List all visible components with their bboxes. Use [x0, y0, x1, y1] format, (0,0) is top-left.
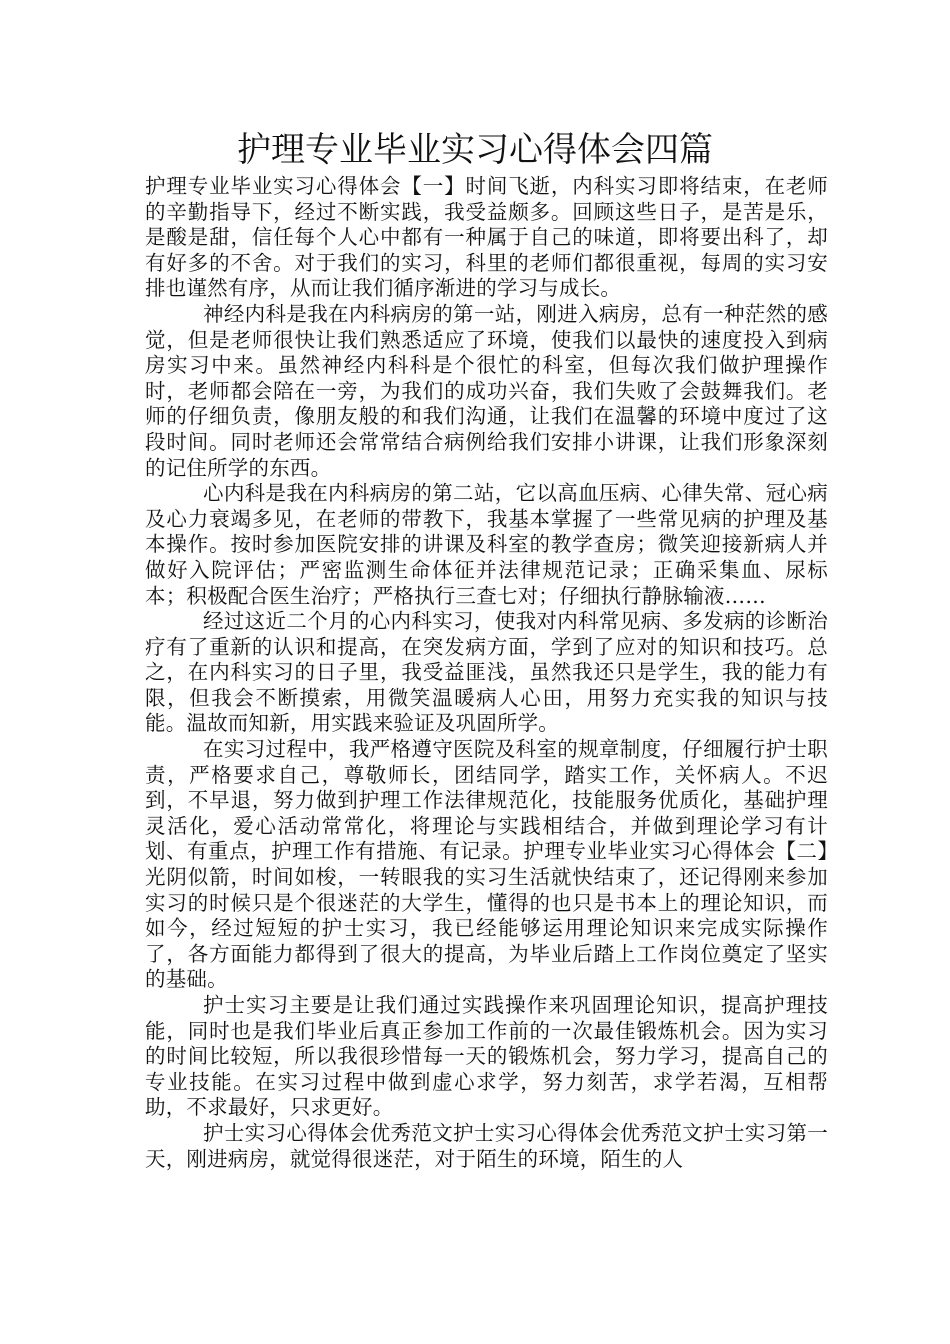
- paragraph-1: 护理专业毕业实习心得体会【一】时间飞逝，内科实习即将结束，在老师的辛勤指导下，经过不断实践，我受益颇多。回顾这些日子，是苦是乐，是酸是甜，信任每个人心中都有一种属于自己的味道，即将要出科了，却有好多的不舍。对于我们的实习，科里的老师们都很重视，每周的实习安排也谨然有序，从而让我们循序渐进的学习与成长。: [145, 174, 828, 301]
- document-body: [145, 174, 828, 1172]
- paragraph-4: 经过这近二个月的心内科实习，使我对内科常见病、多发病的诊断治疗有了重新的认识和提高，在突发病方面，学到了应对的知识和技巧。总之，在内科实习的日子里，我受益匪浅，虽然我还只是学生，我的能力有限，但我会不断摸索，用微笑温暖病人心田，用努力充实我的知识与技能。温故而知新，用实践来验证及巩固所学。: [145, 609, 828, 736]
- document-title: 护理专业毕业实习心得体会四篇: [237, 130, 713, 170]
- paragraph-3: 心内科是我在内科病房的第二站，它以高血压病、心律失常、冠心病及心力衰竭多见，在老师的带教下，我基本掌握了一些常见病的护理及基本操作。按时参加医院安排的讲课及科室的教学查房；微笑迎接新病人并做好入院评估；严密监测生命体征并法律规范记录；正确采集血、尿标本；积极配合医生治疗；严格执行三查七对；仔细执行静脉输液……: [145, 481, 828, 608]
- paragraph-7: 护士实习心得体会优秀范文护士实习心得体会优秀范文护士实习第一天，刚进病房，就觉得很迷茫，对于陌生的环境，陌生的人: [145, 1120, 828, 1171]
- paragraph-2: 神经内科是我在内科病房的第一站，刚进入病房，总有一种茫然的感觉，但是老师很快让我们熟悉适应了环境，使我们以最快的速度投入到病房实习中来。虽然神经内科科是个很忙的科室，但每次我们做护理操作时，老师都会陪在一旁，为我们的成功兴奋，我们失败了会鼓舞我们。老师的仔细负责，像朋友般的和我们沟通，让我们在温馨的环境中度过了这段时间。同时老师还会常常结合病例给我们安排小讲课，让我们形象深刻的记住所学的东西。: [145, 301, 828, 480]
- paragraph-5: 在实习过程中，我严格遵守医院及科室的规章制度，仔细履行护士职责，严格要求自己，尊敬师长，团结同学，踏实工作，关怀病人。不迟到，不早退，努力做到护理工作法律规范化，技能服务优质化，基础护理灵活化，爱心活动常常化，将理论与实践相结合，并做到理论学习有计划、有重点，护理工作有措施、有记录。护理专业毕业实习心得体会【二】光阴似箭，时间如梭，一转眼我的实习生活就快结束了，还记得刚来参加实习的时候只是个很迷茫的大学生，懂得的也只是书本上的理论知识，而如今，经过短短的护士实习，我已经能够运用理论知识来完成实际操作了，各方面能力都得到了很大的提高，为毕业后踏上工作岗位奠定了坚实的基础。: [145, 737, 828, 992]
- paragraph-6: 护士实习主要是让我们通过实践操作来巩固理论知识，提高护理技能，同时也是我们毕业后真正参加工作前的一次最佳锻炼机会。因为实习的时间比较短，所以我很珍惜每一天的锻炼机会，努力学习，提高自己的专业技能。在实习过程中做到虚心求学，努力刻苦，求学若渴，互相帮助，不求最好，只求更好。: [145, 993, 828, 1120]
